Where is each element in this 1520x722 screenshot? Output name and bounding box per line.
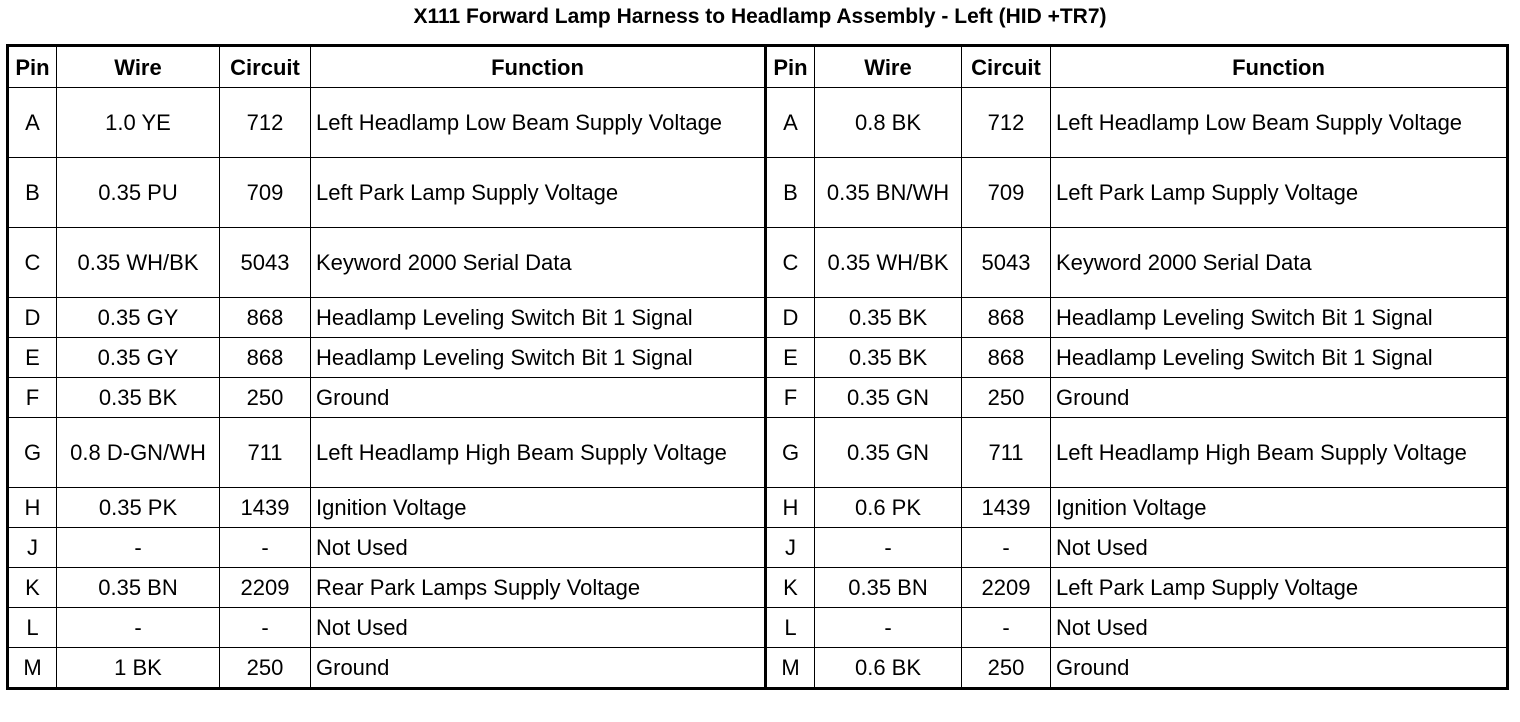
wire-cell-2: 0.35 BK xyxy=(815,338,962,378)
header-function-2: Function xyxy=(1051,46,1508,88)
circuit-cell: 709 xyxy=(220,158,311,228)
pin-cell-2: H xyxy=(766,488,815,528)
table-row xyxy=(8,88,1508,158)
circuit-cell-2: 250 xyxy=(962,378,1051,418)
pin-cell: C xyxy=(8,228,57,298)
wire-cell: 0.35 BN xyxy=(57,568,220,608)
pinout-table xyxy=(6,44,1509,690)
pin-cell: E xyxy=(8,338,57,378)
wire-cell: 0.35 GY xyxy=(57,298,220,338)
pin-cell: K xyxy=(8,568,57,608)
circuit-cell-2: 868 xyxy=(962,338,1051,378)
pin-cell: M xyxy=(8,648,57,689)
wire-cell-2: 0.8 BK xyxy=(815,88,962,158)
header-wire-2: Wire xyxy=(815,46,962,88)
function-cell-2: Left Headlamp High Beam Supply Voltage xyxy=(1051,418,1508,488)
pin-cell-2: D xyxy=(766,298,815,338)
pin-cell: D xyxy=(8,298,57,338)
table-row xyxy=(8,608,1508,648)
header-circuit: Circuit xyxy=(220,46,311,88)
pin-cell: H xyxy=(8,488,57,528)
circuit-cell-2: 709 xyxy=(962,158,1051,228)
function-cell: Left Headlamp Low Beam Supply Voltage xyxy=(311,88,766,158)
circuit-cell-2: 711 xyxy=(962,418,1051,488)
header-circuit-2: Circuit xyxy=(962,46,1051,88)
table-row xyxy=(8,528,1508,568)
circuit-cell: 868 xyxy=(220,338,311,378)
table-row xyxy=(8,648,1508,689)
function-cell: Left Park Lamp Supply Voltage xyxy=(311,158,766,228)
wire-cell-2: 0.35 BK xyxy=(815,298,962,338)
function-cell-2: Ground xyxy=(1051,378,1508,418)
pin-cell-2: F xyxy=(766,378,815,418)
circuit-cell-2: 250 xyxy=(962,648,1051,689)
function-cell-2: Ignition Voltage xyxy=(1051,488,1508,528)
pin-cell-2: L xyxy=(766,608,815,648)
pin-cell-2: G xyxy=(766,418,815,488)
table-row xyxy=(8,488,1508,528)
table-row xyxy=(8,158,1508,228)
pin-cell-2: B xyxy=(766,158,815,228)
wire-cell: 0.35 GY xyxy=(57,338,220,378)
function-cell-2: Not Used xyxy=(1051,528,1508,568)
wire-cell-2: - xyxy=(815,608,962,648)
function-cell: Headlamp Leveling Switch Bit 1 Signal xyxy=(311,298,766,338)
circuit-cell: 2209 xyxy=(220,568,311,608)
pin-cell-2: E xyxy=(766,338,815,378)
wire-cell: - xyxy=(57,528,220,568)
wire-cell-2: 0.35 BN/WH xyxy=(815,158,962,228)
function-cell: Rear Park Lamps Supply Voltage xyxy=(311,568,766,608)
function-cell: Headlamp Leveling Switch Bit 1 Signal xyxy=(311,338,766,378)
function-cell-2: Headlamp Leveling Switch Bit 1 Signal xyxy=(1051,338,1508,378)
wire-cell: 0.35 PU xyxy=(57,158,220,228)
pin-cell-2: J xyxy=(766,528,815,568)
function-cell-2: Left Park Lamp Supply Voltage xyxy=(1051,568,1508,608)
function-cell-2: Not Used xyxy=(1051,608,1508,648)
pin-cell-2: C xyxy=(766,228,815,298)
circuit-cell-2: 1439 xyxy=(962,488,1051,528)
header-pin: Pin xyxy=(8,46,57,88)
wire-cell: 0.35 WH/BK xyxy=(57,228,220,298)
pin-cell: L xyxy=(8,608,57,648)
wire-cell-2: 0.35 BN xyxy=(815,568,962,608)
pin-cell: G xyxy=(8,418,57,488)
pin-cell: F xyxy=(8,378,57,418)
table-row xyxy=(8,338,1508,378)
header-row xyxy=(8,46,1508,88)
function-cell: Left Headlamp High Beam Supply Voltage xyxy=(311,418,766,488)
wire-cell-2: 0.35 GN xyxy=(815,418,962,488)
function-cell-2: Left Park Lamp Supply Voltage xyxy=(1051,158,1508,228)
function-cell: Not Used xyxy=(311,528,766,568)
circuit-cell: 5043 xyxy=(220,228,311,298)
pin-cell-2: A xyxy=(766,88,815,158)
circuit-cell-2: 5043 xyxy=(962,228,1051,298)
wire-cell: 1.0 YE xyxy=(57,88,220,158)
wire-cell: 1 BK xyxy=(57,648,220,689)
page-title: X111 Forward Lamp Harness to Headlamp Assembly - Left (HID +TR7) xyxy=(413,5,1107,28)
pin-cell: A xyxy=(8,88,57,158)
wire-cell-2: 0.35 GN xyxy=(815,378,962,418)
header-wire: Wire xyxy=(57,46,220,88)
function-cell-2: Headlamp Leveling Switch Bit 1 Signal xyxy=(1051,298,1508,338)
header-function: Function xyxy=(311,46,766,88)
circuit-cell-2: - xyxy=(962,528,1051,568)
wire-cell: 0.35 PK xyxy=(57,488,220,528)
circuit-cell-2: 2209 xyxy=(962,568,1051,608)
header-pin-2: Pin xyxy=(766,46,815,88)
table-row xyxy=(8,378,1508,418)
circuit-cell-2: 712 xyxy=(962,88,1051,158)
table-row xyxy=(8,418,1508,488)
wire-cell-2: 0.35 WH/BK xyxy=(815,228,962,298)
function-cell: Not Used xyxy=(311,608,766,648)
wire-cell: 0.8 D-GN/WH xyxy=(57,418,220,488)
wire-cell: - xyxy=(57,608,220,648)
table-row xyxy=(8,568,1508,608)
circuit-cell: 868 xyxy=(220,298,311,338)
pin-cell-2: K xyxy=(766,568,815,608)
function-cell: Ground xyxy=(311,648,766,689)
circuit-cell: 250 xyxy=(220,378,311,418)
pin-cell-2: M xyxy=(766,648,815,689)
function-cell-2: Ground xyxy=(1051,648,1508,689)
function-cell: Ignition Voltage xyxy=(311,488,766,528)
circuit-cell: 250 xyxy=(220,648,311,689)
circuit-cell: 1439 xyxy=(220,488,311,528)
wire-cell: 0.35 BK xyxy=(57,378,220,418)
wire-cell-2: - xyxy=(815,528,962,568)
table-row xyxy=(8,228,1508,298)
pin-cell: J xyxy=(8,528,57,568)
function-cell: Ground xyxy=(311,378,766,418)
wire-cell-2: 0.6 PK xyxy=(815,488,962,528)
circuit-cell: 711 xyxy=(220,418,311,488)
circuit-cell-2: - xyxy=(962,608,1051,648)
circuit-cell: 712 xyxy=(220,88,311,158)
function-cell-2: Keyword 2000 Serial Data xyxy=(1051,228,1508,298)
wire-cell-2: 0.6 BK xyxy=(815,648,962,689)
circuit-cell: - xyxy=(220,608,311,648)
table-row xyxy=(8,298,1508,338)
function-cell: Keyword 2000 Serial Data xyxy=(311,228,766,298)
pin-cell: B xyxy=(8,158,57,228)
function-cell-2: Left Headlamp Low Beam Supply Voltage xyxy=(1051,88,1508,158)
circuit-cell: - xyxy=(220,528,311,568)
circuit-cell-2: 868 xyxy=(962,298,1051,338)
